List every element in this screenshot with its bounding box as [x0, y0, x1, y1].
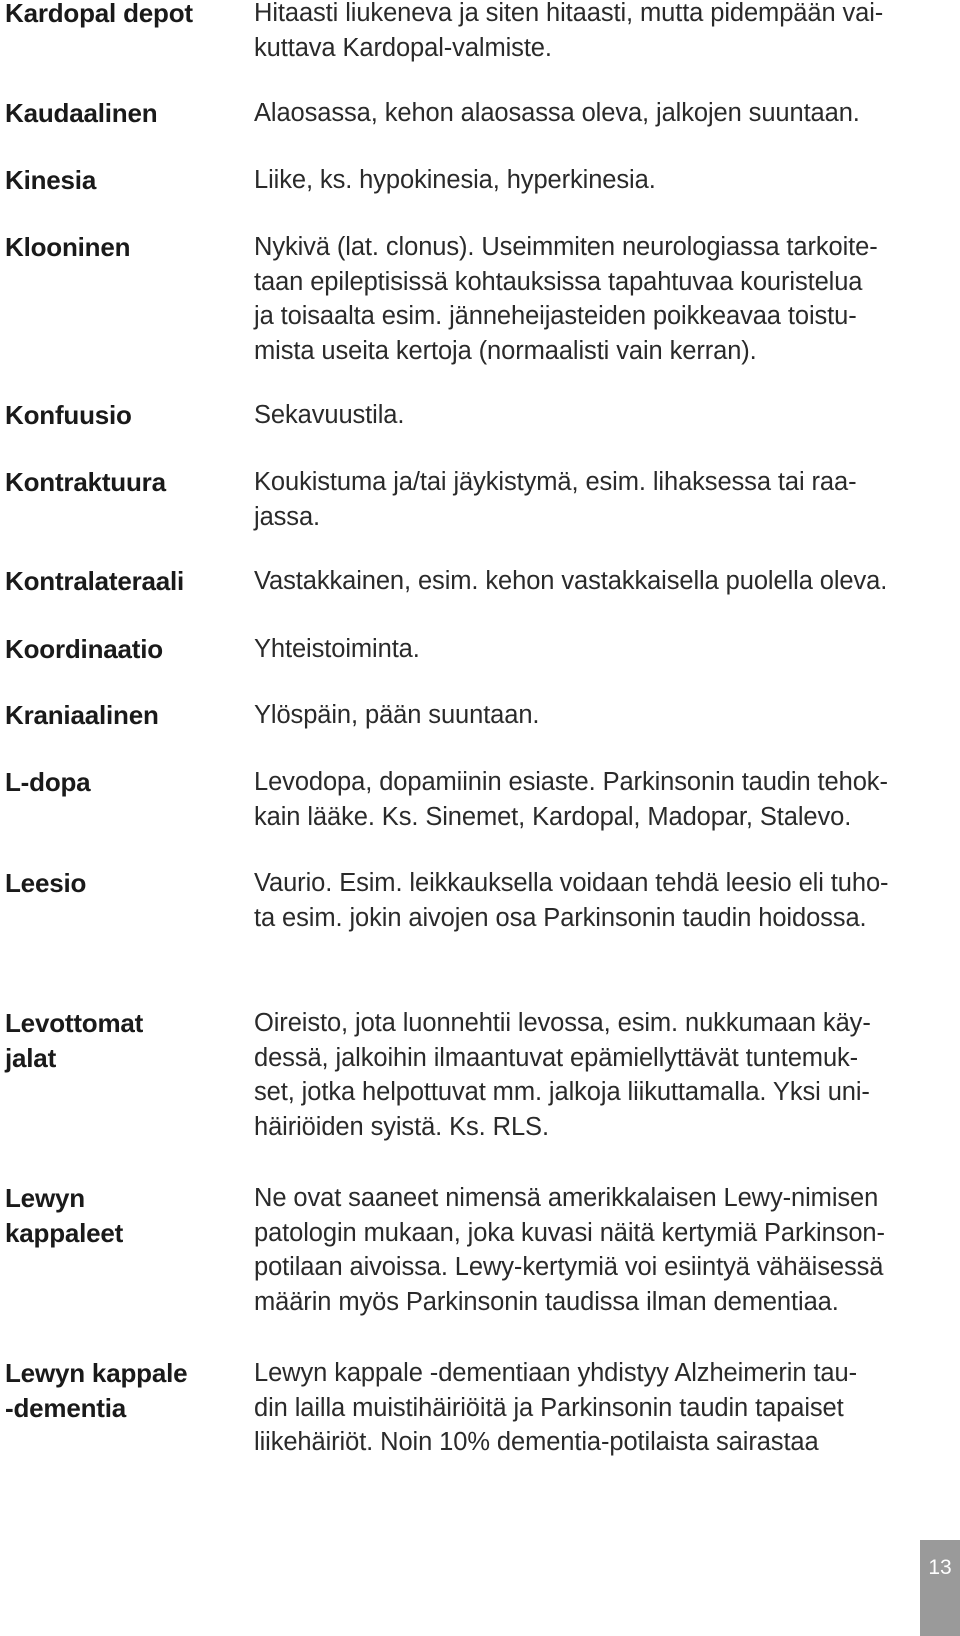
glossary-definition: Liike, ks. hypokinesia, hyperkinesia. — [254, 166, 656, 194]
glossary-term: Lewyn kappale -dementia — [5, 1358, 188, 1423]
glossary-term: Kaudaalinen — [5, 98, 158, 128]
glossary-definition: Alaosassa, kehon alaosassa oleva, jalkojen suuntaan. — [254, 99, 860, 127]
glossary-term: Klooninen — [5, 232, 131, 262]
glossary-definition: Ne ovat saaneet nimensä amerikkalaisen Lewy-nimisen patologin mukaan, joka kuvasi näitä kertymiä Parkinson- potilaan aivoissa. Lewy-kertymiä voi esiintyä vähäisessä määrin myös Parkinsonin taudissa ilman dementiaa. — [254, 1184, 885, 1316]
glossary-definition: Vaurio. Esim. leikkauksella voidaan tehdä leesio eli tuho- ta esim. jokin aivojen osa Parkinsonin taudin hoidossa. — [254, 869, 889, 932]
glossary-definition: Sekavuustila. — [254, 401, 405, 429]
glossary-definition: Lewyn kappale -dementiaan yhdistyy Alzheimerin tau- din lailla muistihäiriöitä ja Parkinsonin taudin tapaiset liikehäiriöt. Noin 10% dementia-potilaista sairastaa — [254, 1359, 857, 1456]
glossary-term: Kinesia — [5, 165, 97, 195]
glossary-term: Levottomat jalat — [5, 1008, 144, 1073]
glossary-definition: Nykivä (lat. clonus). Useimmiten neurologiassa tarkoite- taan epileptisissä kohtauksissa tapahtuvaa kouristelua ja toisaalta esim. jänneheijasteiden poikkeavaa toistu- mista useita kertoja (normaalisti vain kerran). — [254, 233, 878, 365]
glossary-definition: Koukistuma ja/tai jäykistymä, esim. lihaksessa tai raa- jassa. — [254, 468, 857, 531]
glossary-term: Kontralateraali — [5, 566, 185, 596]
glossary-term: Kardopal depot — [5, 0, 193, 28]
glossary-definition: Ylöspäin, pään suuntaan. — [254, 701, 540, 729]
page-number: 13 — [928, 1556, 952, 1579]
glossary-definition: Yhteistoiminta. — [254, 635, 420, 663]
glossary-definition: Levodopa, dopamiinin esiaste. Parkinsonin taudin tehok- kain lääke. Ks. Sinemet, Kardopal, Madopar, Stalevo. — [254, 768, 888, 831]
glossary-term: Leesio — [5, 868, 87, 898]
page-number-tab — [920, 1540, 960, 1636]
glossary-term: L-dopa — [5, 767, 91, 797]
glossary-term: Koordinaatio — [5, 634, 163, 664]
glossary-term: Konfuusio — [5, 400, 132, 430]
glossary-term: Kraniaalinen — [5, 700, 159, 730]
glossary-term: Kontraktuura — [5, 467, 166, 497]
glossary-definition: Hitaasti liukeneva ja siten hitaasti, mutta pidempään vai- kuttava Kardopal-valmiste. — [254, 0, 884, 62]
glossary-term: Lewyn kappaleet — [5, 1183, 124, 1248]
glossary-definition: Vastakkainen, esim. kehon vastakkaisella puolella oleva. — [254, 567, 888, 595]
glossary-definition: Oireisto, jota luonnehtii levossa, esim. nukkumaan käy- dessä, jalkoihin ilmaantuvat epämiellyttävät tuntemuk- set, jotka helpottuvat mm. jalkoja liikuttamalla. Yksi uni- häiriöiden syistä. Ks. RLS. — [254, 1009, 871, 1141]
